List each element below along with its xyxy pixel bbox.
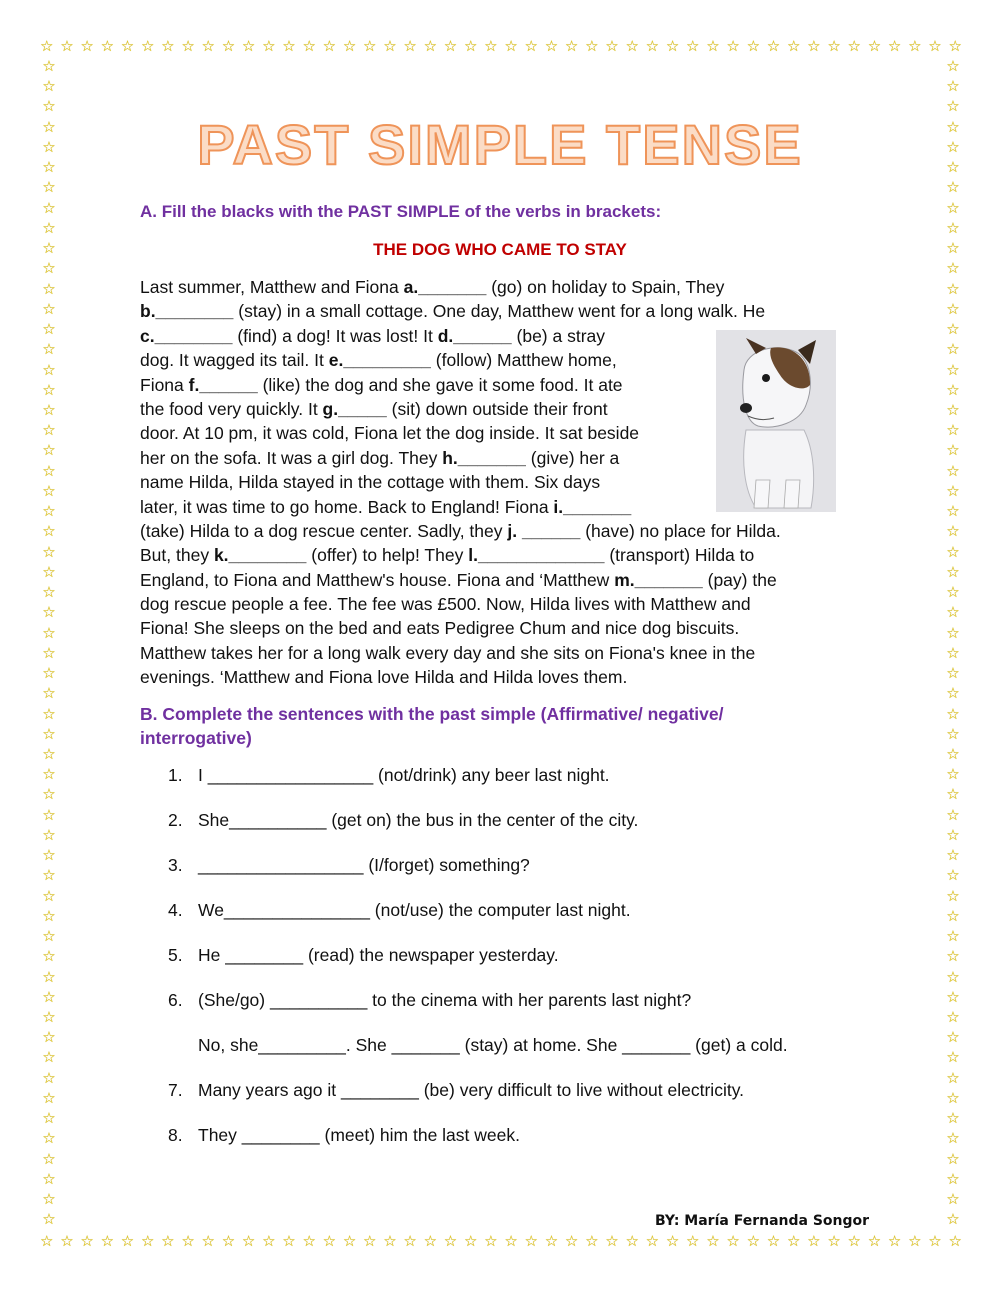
story-line	[140, 299, 870, 323]
star-icon: ☆	[625, 1233, 639, 1250]
star-icon: ☆	[645, 38, 660, 55]
star-icon: ☆	[42, 1150, 56, 1168]
exercise-text[interactable]: They ________ (meet) him the last week.	[198, 1125, 520, 1145]
story-text: Fiona! She sleeps on the bed and eats Pedigree Chum and nice dog biscuits.	[140, 618, 740, 639]
star-icon: ☆	[40, 1233, 54, 1250]
star-icon: ☆	[403, 38, 417, 55]
star-icon: ☆	[140, 38, 155, 55]
star-icon: ☆	[946, 1170, 960, 1188]
exercise-text[interactable]: Many years ago it ________ (be) very difficult to live without electricity.	[198, 1080, 745, 1100]
star-icon: ☆	[42, 1211, 56, 1229]
star-icon: ☆	[605, 1233, 619, 1250]
story-text: (stay) in a small cottage. One day, Matthew went for a long walk. He	[233, 301, 766, 322]
star-icon: ☆	[946, 705, 960, 723]
star-icon: ☆	[946, 1009, 960, 1027]
star-icon: ☆	[946, 482, 960, 500]
star-icon: ☆	[686, 1233, 700, 1250]
star-icon: ☆	[42, 341, 56, 359]
star-icon: ☆	[946, 1191, 960, 1209]
star-icon: ☆	[201, 1233, 215, 1250]
star-icon: ☆	[342, 1233, 357, 1250]
exercise-number: 1.	[168, 765, 183, 785]
star-icon: ☆	[42, 584, 56, 602]
exercise-text[interactable]: We_______________ (not/use) the computer last night.	[198, 900, 631, 920]
star-icon: ☆	[42, 321, 56, 339]
story-text: England, to Fiona and Matthew's house. Fiona and ‘Matthew	[140, 569, 615, 590]
star-icon: ☆	[443, 1233, 458, 1250]
story-text: evenings. ‘Matthew and Fiona love Hilda and Hilda loves them.	[140, 667, 628, 688]
star-icon: ☆	[504, 1233, 518, 1250]
story-text: (follow) Matthew home,	[430, 350, 617, 371]
star-icon: ☆	[42, 482, 56, 500]
star-icon: ☆	[100, 38, 115, 55]
star-icon: ☆	[605, 38, 619, 55]
star-icon: ☆	[686, 38, 700, 55]
story-line	[140, 543, 870, 567]
star-icon: ☆	[42, 725, 56, 743]
star-icon: ☆	[946, 1110, 960, 1128]
star-icon: ☆	[807, 1233, 821, 1250]
star-icon: ☆	[726, 1233, 740, 1250]
star-icon: ☆	[42, 78, 56, 96]
fill-in-blank[interactable]: k.________	[213, 545, 307, 566]
star-icon: ☆	[786, 1233, 801, 1250]
fill-in-blank[interactable]: i._______	[553, 496, 632, 517]
star-icon: ☆	[946, 1069, 960, 1087]
star-icon: ☆	[946, 78, 960, 96]
star-icon: ☆	[221, 38, 236, 55]
exercise-number: 8.	[168, 1125, 183, 1145]
star-icon: ☆	[42, 705, 56, 723]
star-icon: ☆	[946, 988, 960, 1006]
star-icon: ☆	[443, 38, 458, 55]
star-icon: ☆	[946, 442, 960, 460]
exercise-text[interactable]: He ________ (read) the newspaper yesterday.	[198, 945, 559, 965]
exercise-number: 7.	[168, 1080, 183, 1100]
fill-in-blank[interactable]: c.________	[140, 325, 233, 346]
star-icon: ☆	[524, 1233, 538, 1250]
star-icon: ☆	[42, 422, 56, 440]
star-icon: ☆	[946, 928, 960, 946]
star-icon: ☆	[42, 867, 56, 885]
star-icon: ☆	[946, 624, 960, 642]
star-icon: ☆	[241, 38, 256, 55]
section-b-heading-line2: interrogative)	[140, 728, 252, 748]
star-icon: ☆	[42, 179, 56, 197]
exercise-number: 2.	[168, 810, 183, 830]
star-icon: ☆	[42, 1029, 56, 1047]
star-icon: ☆	[322, 1233, 337, 1250]
star-icon: ☆	[706, 38, 720, 55]
star-icon: ☆	[946, 806, 960, 824]
star-icon: ☆	[42, 826, 56, 844]
star-icon: ☆	[42, 685, 56, 703]
story-text: (pay) the	[702, 569, 777, 590]
star-icon: ☆	[42, 1170, 56, 1188]
star-icon: ☆	[42, 159, 56, 177]
star-icon: ☆	[946, 786, 960, 804]
star-icon: ☆	[42, 138, 56, 156]
star-icon: ☆	[867, 1233, 882, 1250]
fill-in-blank[interactable]: f.______	[188, 374, 258, 395]
star-icon: ☆	[645, 1233, 660, 1250]
exercise-item	[168, 989, 691, 1011]
star-icon: ☆	[766, 38, 781, 55]
story-text: (sit) down outside their front	[386, 398, 608, 419]
star-icon: ☆	[42, 1089, 56, 1107]
star-icon: ☆	[363, 1233, 377, 1250]
star-icon: ☆	[161, 38, 175, 55]
star-icon: ☆	[302, 38, 316, 55]
star-icon: ☆	[42, 887, 56, 905]
exercise-text[interactable]: I _________________ (not/drink) any beer last night.	[198, 765, 610, 785]
story-text: later, it was time to go home. Back to England! Fiona	[140, 496, 554, 517]
star-icon: ☆	[946, 1029, 960, 1047]
fill-in-blank[interactable]: j. ______	[507, 520, 581, 541]
star-icon: ☆	[42, 847, 56, 865]
star-icon: ☆	[946, 219, 960, 237]
star-icon: ☆	[42, 968, 56, 986]
star-icon: ☆	[946, 503, 960, 521]
star-icon: ☆	[746, 1233, 761, 1250]
star-icon: ☆	[786, 38, 801, 55]
star-icon: ☆	[42, 604, 56, 622]
star-icon: ☆	[867, 38, 882, 55]
star-icon: ☆	[908, 1233, 922, 1250]
star-icon: ☆	[363, 38, 377, 55]
exercise-item	[168, 944, 559, 966]
star-icon: ☆	[946, 341, 960, 359]
page-title: PAST SIMPLE TENSE	[197, 113, 803, 176]
star-icon: ☆	[544, 1233, 559, 1250]
star-icon: ☆	[585, 1233, 599, 1250]
story-text: the food very quickly. It	[140, 398, 323, 419]
exercise-number: 6.	[168, 990, 183, 1010]
star-icon: ☆	[42, 118, 56, 136]
star-icon: ☆	[928, 38, 942, 55]
star-icon: ☆	[887, 38, 902, 55]
star-icon: ☆	[42, 523, 56, 541]
star-icon: ☆	[946, 462, 960, 480]
exercise-item	[168, 809, 638, 831]
star-icon: ☆	[463, 1233, 478, 1250]
star-icon: ☆	[42, 786, 56, 804]
star-icon: ☆	[42, 1069, 56, 1087]
star-icon: ☆	[42, 300, 56, 318]
star-icon: ☆	[504, 38, 518, 55]
star-icon: ☆	[282, 1233, 296, 1250]
fill-in-blank[interactable]: e._________	[328, 350, 431, 371]
star-icon: ☆	[100, 1233, 115, 1250]
star-icon: ☆	[946, 240, 960, 258]
exercise-number: 4.	[168, 900, 183, 920]
story-text: (be) a stray	[511, 325, 606, 346]
story-title: THE DOG WHO CAME TO STAY	[373, 240, 627, 259]
star-icon: ☆	[42, 462, 56, 480]
star-icon: ☆	[827, 1233, 841, 1250]
star-icon: ☆	[60, 1233, 74, 1250]
star-icon: ☆	[42, 1191, 56, 1209]
star-icon: ☆	[946, 58, 960, 75]
star-icon: ☆	[946, 179, 960, 197]
star-icon: ☆	[42, 907, 56, 925]
author-byline: BY: María Fernanda Songor	[655, 1213, 870, 1229]
star-icon: ☆	[665, 1233, 680, 1250]
story-text: Matthew takes her for a long walk every day and she sits on Fiona's knee in the	[140, 642, 756, 663]
star-icon: ☆	[42, 98, 56, 116]
star-icon: ☆	[262, 38, 276, 55]
star-icon: ☆	[383, 1233, 397, 1250]
star-icon: ☆	[908, 38, 922, 55]
star-icon: ☆	[726, 38, 740, 55]
story-text: name Hilda, Hilda stayed in the cottage with them. Six days	[140, 472, 601, 493]
section-a-heading: A. Fill the blacks with the PAST SIMPLE of the verbs in brackets:	[140, 202, 662, 221]
exercise-item	[168, 854, 530, 876]
star-icon: ☆	[887, 1233, 902, 1250]
exercise-item	[168, 899, 631, 921]
star-icon: ☆	[946, 644, 960, 662]
star-icon: ☆	[946, 300, 960, 318]
star-icon: ☆	[544, 38, 559, 55]
star-icon: ☆	[322, 38, 337, 55]
star-icon: ☆	[42, 665, 56, 683]
star-icon: ☆	[946, 847, 960, 865]
star-icon: ☆	[524, 38, 538, 55]
story-line	[140, 616, 870, 640]
story-text: her on the sofa. It was a girl dog. They	[140, 447, 443, 468]
star-border-left	[40, 58, 58, 1230]
star-icon: ☆	[80, 1233, 94, 1250]
star-icon: ☆	[42, 624, 56, 642]
star-border-right	[944, 58, 962, 1230]
star-icon: ☆	[42, 503, 56, 521]
star-icon: ☆	[946, 401, 960, 419]
star-icon: ☆	[241, 1233, 256, 1250]
star-icon: ☆	[946, 381, 960, 399]
star-icon: ☆	[42, 766, 56, 784]
star-icon: ☆	[161, 1233, 175, 1250]
star-icon: ☆	[827, 38, 841, 55]
star-icon: ☆	[80, 38, 94, 55]
star-icon: ☆	[42, 806, 56, 824]
story-text: dog. It wagged its tail. It	[140, 350, 329, 371]
exercise-item	[168, 1124, 520, 1146]
star-icon: ☆	[42, 280, 56, 298]
star-icon: ☆	[946, 685, 960, 703]
star-icon: ☆	[423, 38, 438, 55]
story-line	[140, 592, 870, 616]
star-icon: ☆	[946, 159, 960, 177]
star-icon: ☆	[42, 199, 56, 217]
story-text: (have) no place for Hilda.	[580, 520, 781, 541]
star-icon: ☆	[946, 725, 960, 743]
star-icon: ☆	[946, 321, 960, 339]
star-icon: ☆	[946, 584, 960, 602]
star-icon: ☆	[42, 260, 56, 278]
story-text: dog rescue people a fee. The fee was £500. Now, Hilda lives with Matthew and	[140, 594, 751, 615]
star-icon: ☆	[585, 38, 599, 55]
star-border-top	[40, 38, 962, 56]
story-text: Last summer, Matthew and Fiona	[140, 277, 404, 297]
star-icon: ☆	[201, 38, 215, 55]
star-icon: ☆	[948, 1233, 962, 1250]
star-icon: ☆	[282, 38, 296, 55]
star-icon: ☆	[42, 1049, 56, 1067]
star-icon: ☆	[946, 361, 960, 379]
star-icon: ☆	[946, 199, 960, 217]
section-b-heading	[140, 702, 840, 750]
star-icon: ☆	[42, 381, 56, 399]
exercise-text[interactable]: _________________ (I/forget) something?	[198, 855, 530, 875]
star-icon: ☆	[42, 928, 56, 946]
star-icon: ☆	[42, 563, 56, 581]
fill-in-blank[interactable]: a._______	[403, 277, 487, 297]
exercise-text[interactable]: (She/go) __________ to the cinema with her parents last night?	[198, 990, 692, 1010]
star-icon: ☆	[423, 1233, 438, 1250]
star-icon: ☆	[946, 98, 960, 116]
star-icon: ☆	[807, 38, 821, 55]
star-icon: ☆	[665, 38, 680, 55]
star-border-bottom	[40, 1233, 962, 1251]
exercise-item	[168, 1034, 788, 1056]
exercise-text[interactable]: She__________ (get on) the bus in the center of the city.	[198, 810, 639, 830]
star-icon: ☆	[946, 907, 960, 925]
fill-in-blank[interactable]: b.________	[140, 301, 234, 322]
fill-in-blank[interactable]: d.______	[437, 325, 512, 346]
star-icon: ☆	[40, 38, 54, 55]
star-icon: ☆	[946, 887, 960, 905]
story-line	[140, 275, 870, 299]
exercise-number: 5.	[168, 945, 183, 965]
story-text: (find) a dog! It was lost! It	[232, 325, 438, 346]
star-icon: ☆	[42, 543, 56, 561]
star-icon: ☆	[120, 1233, 135, 1250]
star-icon: ☆	[484, 38, 498, 55]
star-icon: ☆	[946, 867, 960, 885]
fill-in-blank[interactable]: m._______	[614, 569, 703, 590]
story-text: But, they	[140, 545, 214, 566]
star-icon: ☆	[946, 1130, 960, 1148]
star-icon: ☆	[847, 38, 861, 55]
star-icon: ☆	[42, 948, 56, 966]
star-icon: ☆	[946, 826, 960, 844]
star-icon: ☆	[262, 1233, 276, 1250]
fill-in-blank[interactable]: g._____	[322, 398, 387, 419]
star-icon: ☆	[946, 543, 960, 561]
star-icon: ☆	[746, 38, 761, 55]
section-b-heading-line1: B. Complete the sentences with the past simple (Affirmative/ negative/	[140, 704, 724, 724]
star-icon: ☆	[42, 644, 56, 662]
star-icon: ☆	[625, 38, 639, 55]
star-icon: ☆	[42, 219, 56, 237]
star-icon: ☆	[181, 38, 195, 55]
story-line	[140, 665, 870, 689]
star-icon: ☆	[42, 240, 56, 258]
star-icon: ☆	[928, 1233, 942, 1250]
star-icon: ☆	[140, 1233, 155, 1250]
star-icon: ☆	[42, 988, 56, 1006]
star-icon: ☆	[946, 745, 960, 763]
star-icon: ☆	[564, 1233, 579, 1250]
star-icon: ☆	[221, 1233, 236, 1250]
star-icon: ☆	[847, 1233, 861, 1250]
fill-in-blank[interactable]: h._______	[442, 447, 526, 468]
star-icon: ☆	[302, 1233, 316, 1250]
star-icon: ☆	[946, 948, 960, 966]
fill-in-blank[interactable]: l._____________	[468, 545, 605, 566]
star-icon: ☆	[946, 1049, 960, 1067]
story-text: (go) on holiday to Spain, They	[486, 277, 725, 297]
story-text: door. At 10 pm, it was cold, Fiona let the dog inside. It sat beside	[140, 423, 640, 444]
dog-photo	[716, 330, 836, 512]
story-text: (like) the dog and she gave it some food. It ate	[257, 374, 623, 395]
star-icon: ☆	[946, 422, 960, 440]
star-icon: ☆	[946, 523, 960, 541]
star-icon: ☆	[42, 401, 56, 419]
star-icon: ☆	[946, 563, 960, 581]
star-icon: ☆	[403, 1233, 417, 1250]
exercise-item	[168, 1079, 744, 1101]
star-icon: ☆	[948, 38, 962, 55]
star-icon: ☆	[766, 1233, 781, 1250]
exercise-text[interactable]: No, she_________. She _______ (stay) at home. She _______ (get) a cold.	[198, 1035, 788, 1055]
star-icon: ☆	[946, 604, 960, 622]
star-icon: ☆	[946, 118, 960, 136]
star-icon: ☆	[42, 1110, 56, 1128]
star-icon: ☆	[42, 361, 56, 379]
star-icon: ☆	[946, 260, 960, 278]
story-text: (transport) Hilda to	[604, 545, 755, 566]
star-icon: ☆	[946, 1150, 960, 1168]
star-icon: ☆	[463, 38, 478, 55]
star-icon: ☆	[946, 280, 960, 298]
star-icon: ☆	[181, 1233, 195, 1250]
star-icon: ☆	[383, 38, 397, 55]
star-icon: ☆	[120, 38, 135, 55]
star-icon: ☆	[946, 968, 960, 986]
story-line	[140, 568, 870, 592]
star-icon: ☆	[60, 38, 74, 55]
story-line	[140, 519, 870, 543]
story-text: (give) her a	[525, 447, 620, 468]
star-icon: ☆	[42, 58, 56, 75]
star-icon: ☆	[946, 138, 960, 156]
star-icon: ☆	[564, 38, 579, 55]
star-icon: ☆	[42, 745, 56, 763]
story-text: Fiona	[140, 374, 189, 395]
star-icon: ☆	[342, 38, 357, 55]
story-text: (offer) to help! They	[306, 545, 469, 566]
star-icon: ☆	[484, 1233, 498, 1250]
star-icon: ☆	[946, 1211, 960, 1229]
star-icon: ☆	[42, 1009, 56, 1027]
star-icon: ☆	[946, 766, 960, 784]
star-icon: ☆	[946, 1089, 960, 1107]
exercise-item	[168, 764, 610, 786]
star-icon: ☆	[42, 1130, 56, 1148]
exercise-number: 3.	[168, 855, 183, 875]
story-line	[140, 641, 870, 665]
star-icon: ☆	[42, 442, 56, 460]
star-icon: ☆	[706, 1233, 720, 1250]
star-icon: ☆	[946, 665, 960, 683]
story-text: (take) Hilda to a dog rescue center. Sadly, they	[140, 520, 508, 541]
